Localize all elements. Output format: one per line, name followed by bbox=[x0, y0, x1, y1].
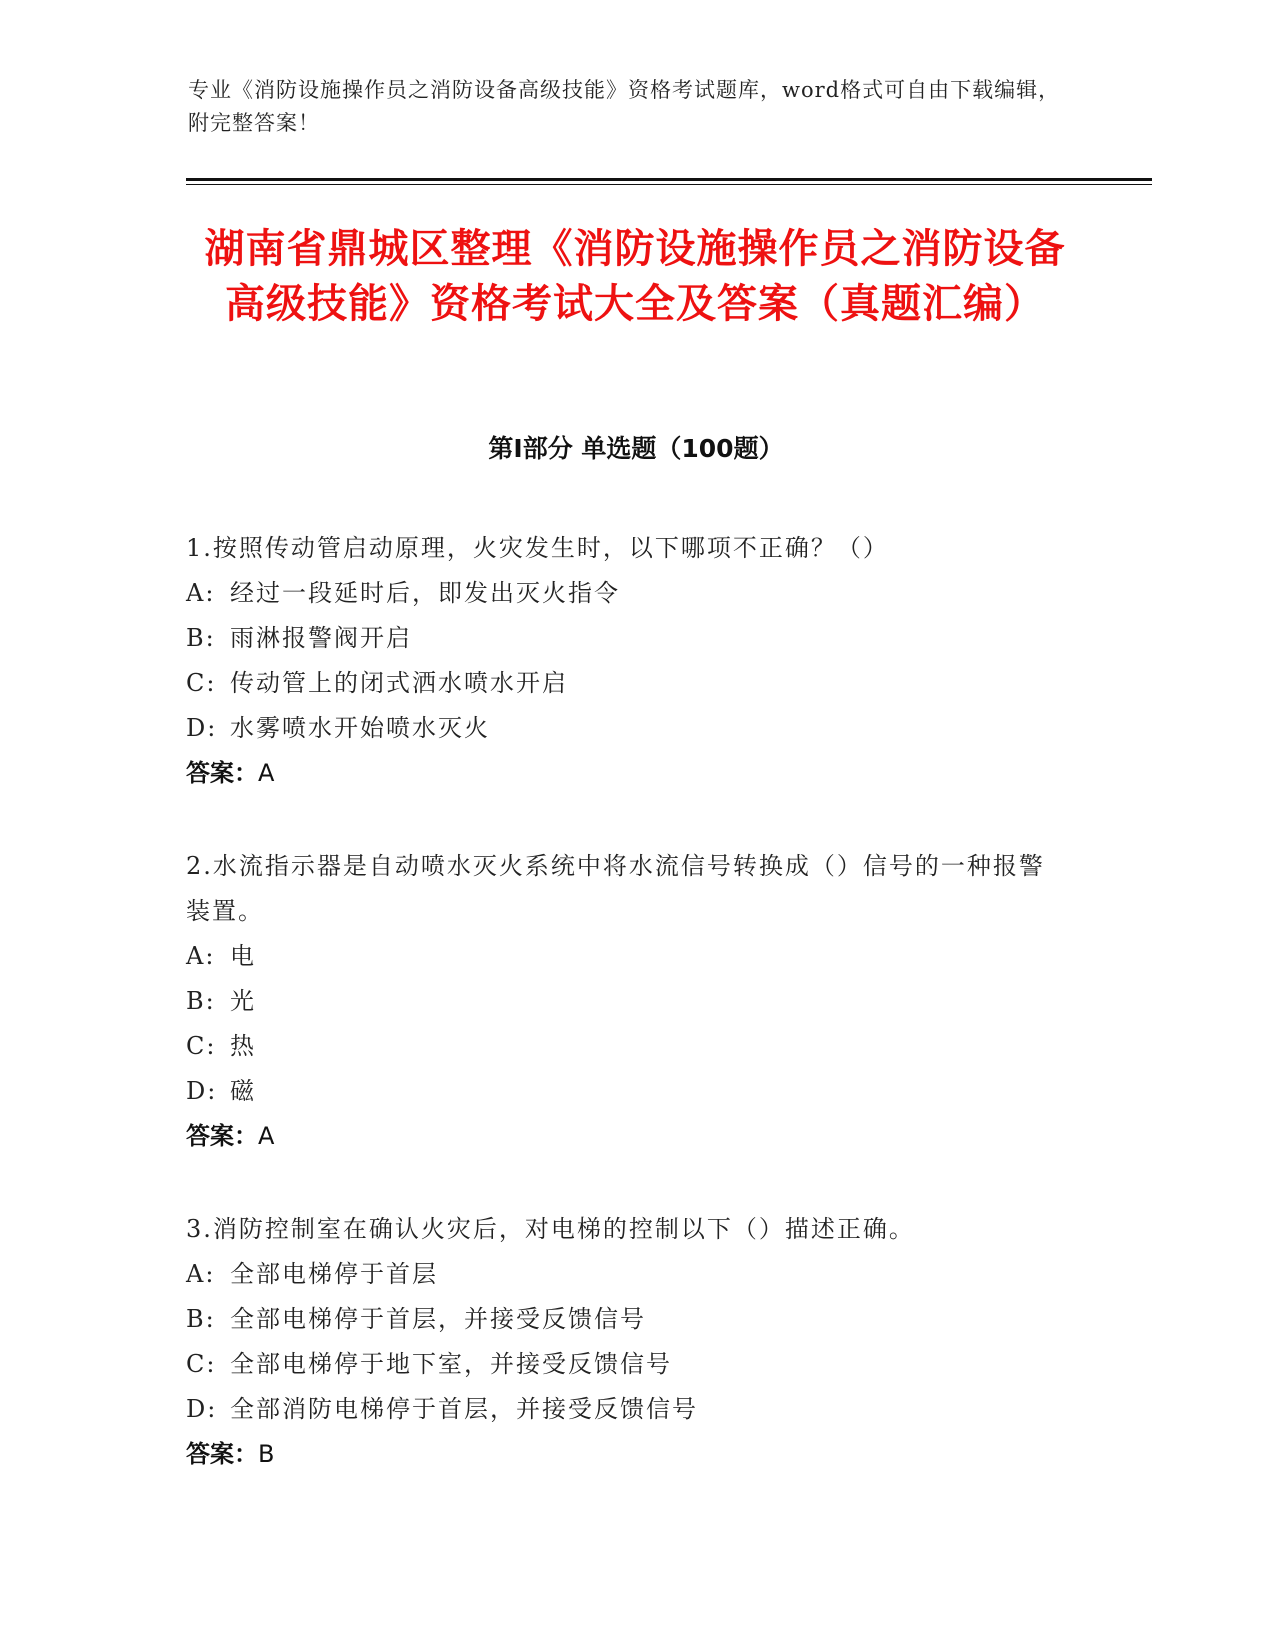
option-key: B: bbox=[186, 624, 216, 652]
option-key: D: bbox=[186, 1395, 218, 1423]
option-text: 光 bbox=[230, 987, 256, 1015]
header-note: 专业《消防设施操作员之消防设备高级技能》资格考试题库，word格式可自由下载编辑，附完整答案！ bbox=[188, 78, 1061, 135]
option-d bbox=[186, 706, 1066, 751]
option-a bbox=[186, 571, 1066, 616]
option-text: 全部消防电梯停于首层，并接受反馈信号 bbox=[230, 1395, 698, 1423]
option-d bbox=[186, 1069, 1066, 1114]
section-title: 第Ⅰ部分 单选题（100题） bbox=[488, 434, 784, 463]
option-text: 全部电梯停于首层 bbox=[230, 1260, 438, 1288]
option-key: D: bbox=[186, 1077, 218, 1105]
option-text: 全部电梯停于首层，并接受反馈信号 bbox=[230, 1305, 646, 1333]
answer-line bbox=[186, 751, 1066, 796]
option-text: 全部电梯停于地下室，并接受反馈信号 bbox=[230, 1350, 672, 1378]
option-b bbox=[186, 979, 1066, 1024]
answer-line bbox=[186, 1114, 1066, 1159]
option-a bbox=[186, 934, 1066, 979]
answer-label: 答案： bbox=[186, 759, 258, 787]
option-text: 雨淋报警阀开启 bbox=[230, 624, 412, 652]
question-3 bbox=[186, 1207, 1066, 1477]
option-key: A: bbox=[186, 942, 216, 970]
question-2 bbox=[186, 844, 1066, 1159]
option-text: 热 bbox=[230, 1032, 256, 1060]
option-key: B: bbox=[186, 1305, 216, 1333]
question-stem: 3.消防控制室在确认火灾后，对电梯的控制以下（）描述正确。 bbox=[186, 1215, 915, 1243]
option-a bbox=[186, 1252, 1066, 1297]
option-key: C: bbox=[186, 1350, 217, 1378]
option-key: C: bbox=[186, 669, 217, 697]
answer-value: A bbox=[258, 1122, 275, 1150]
option-text: 水雾喷水开始喷水灭火 bbox=[230, 714, 490, 742]
question-stem: 2.水流指示器是自动喷水灭火系统中将水流信号转换成（）信号的一种报警装置。 bbox=[186, 852, 1045, 925]
answer-label: 答案： bbox=[186, 1440, 258, 1468]
option-b bbox=[186, 616, 1066, 661]
document-title: 湖南省鼎城区整理《消防设施操作员之消防设备高级技能》资格考试大全及答案（真题汇编） bbox=[204, 226, 1066, 327]
answer-value: B bbox=[258, 1440, 275, 1468]
option-c bbox=[186, 661, 1066, 706]
answer-line bbox=[186, 1432, 1066, 1477]
option-text: 磁 bbox=[230, 1077, 256, 1105]
question-list bbox=[186, 526, 1066, 1525]
question-stem: 1.按照传动管启动原理，火灾发生时，以下哪项不正确？（） bbox=[186, 534, 889, 562]
option-d bbox=[186, 1387, 1066, 1432]
option-key: B: bbox=[186, 987, 216, 1015]
option-b bbox=[186, 1297, 1066, 1342]
option-key: A: bbox=[186, 1260, 216, 1288]
question-1 bbox=[186, 526, 1066, 796]
option-key: A: bbox=[186, 579, 216, 607]
option-text: 电 bbox=[230, 942, 256, 970]
option-key: C: bbox=[186, 1032, 217, 1060]
option-c bbox=[186, 1342, 1066, 1387]
header-rule-thick bbox=[186, 178, 1152, 181]
answer-label: 答案： bbox=[186, 1122, 258, 1150]
option-text: 经过一段延时后，即发出灭火指令 bbox=[230, 579, 620, 607]
header-rule-thin bbox=[186, 184, 1152, 185]
answer-value: A bbox=[258, 759, 275, 787]
option-key: D: bbox=[186, 714, 218, 742]
option-text: 传动管上的闭式洒水喷水开启 bbox=[230, 669, 568, 697]
option-c bbox=[186, 1024, 1066, 1069]
